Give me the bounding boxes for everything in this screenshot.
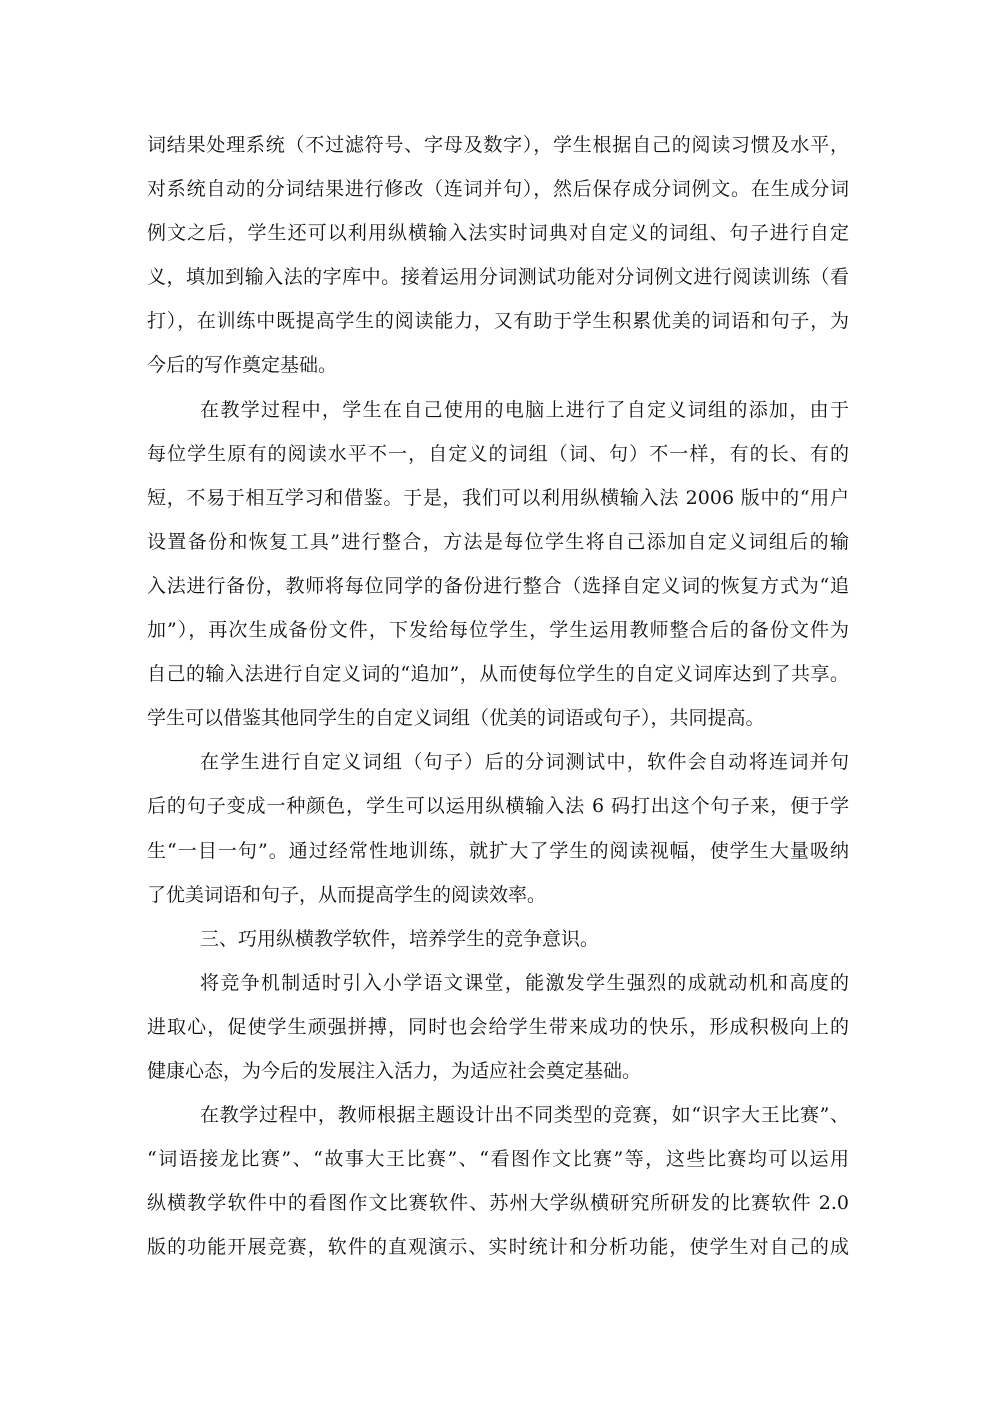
text-line: 每位学生原有的阅读水平不一，自定义的词组（词、句）不一样，有的长、有的 <box>147 442 849 465</box>
text-line: 生“一目一句”。通过经常性地训练，就扩大了学生的阅读视幅，使学生大量吸纳 <box>147 839 849 862</box>
text-line: 学生可以借鉴其他同学生的自定义词组（优美的词语或句子），共同提高。 <box>147 707 765 730</box>
paragraph-first-line: 三、巧用纵横教学软件，培养学生的竞争意识。 <box>200 927 600 950</box>
text-line: 例文之后，学生还可以利用纵横输入法实时词典对自定义的词组、句子进行自定 <box>147 222 849 245</box>
text-line: 打），在训练中既提高学生的阅读能力，又有助于学生积累优美的词语和句子，为 <box>147 310 849 333</box>
paragraph-first-line: 在学生进行自定义词组（句子）后的分词测试中，软件会自动将连词并句 <box>200 751 849 774</box>
text-line: 版的功能开展竞赛，软件的直观演示、实时统计和分析功能，使学生对自己的成 <box>147 1236 849 1259</box>
text-line: 对系统自动的分词结果进行修改（连词并句），然后保存成分词例文。在生成分词 <box>147 178 849 201</box>
text-line: 后的句子变成一种颜色，学生可以运用纵横输入法 6 码打出这个句子来，便于学 <box>147 795 849 818</box>
text-line: 进取心，促使学生顽强拼搏，同时也会给学生带来成功的快乐，形成积极向上的 <box>147 1015 849 1038</box>
paragraph-first-line: 在教学过程中，教师根据主题设计出不同类型的竞赛，如“识字大王比赛”、 <box>200 1104 849 1127</box>
text-line: 短，不易于相互学习和借鉴。于是，我们可以利用纵横输入法 2006 版中的“用户 <box>147 486 849 509</box>
text-line: 加”），再次生成备份文件，下发给每位学生，学生运用教师整合后的备份文件为 <box>147 619 849 642</box>
paragraph-first-line: 在教学过程中，学生在自己使用的电脑上进行了自定义词组的添加，由于 <box>200 398 849 421</box>
text-line: “词语接龙比赛”、“故事大王比赛”、“看图作文比赛”等，这些比赛均可以运用 <box>147 1148 849 1171</box>
text-line: 了优美词语和句子，从而提高学生的阅读效率。 <box>147 883 547 906</box>
text-line: 义，填加到输入法的字库中。接着运用分词测试功能对分词例文进行阅读训练（看 <box>147 266 849 289</box>
text-line: 纵横教学软件中的看图作文比赛软件、苏州大学纵横研究所研发的比赛软件 2.0 <box>147 1192 849 1215</box>
text-line: 健康心态，为今后的发展注入活力，为适应社会奠定基础。 <box>147 1059 642 1082</box>
text-line: 自己的输入法进行自定义词的“追加”，从而使每位学生的自定义词库达到了共享。 <box>147 663 849 686</box>
text-line: 入法进行备份，教师将每位同学的备份进行整合（选择自定义词的恢复方式为“追 <box>147 574 849 597</box>
body-text <box>147 123 849 1269</box>
text-line: 今后的写作奠定基础。 <box>147 354 338 377</box>
text-line: 词结果处理系统（不过滤符号、字母及数字），学生根据自己的阅读习惯及水平， <box>147 134 849 156</box>
paragraph-first-line: 将竞争机制适时引入小学语文课堂，能激发学生强烈的成就动机和高度的 <box>200 971 849 994</box>
text-line: 设置备份和恢复工具”进行整合，方法是每位学生将自己添加自定义词组后的输 <box>147 530 849 553</box>
